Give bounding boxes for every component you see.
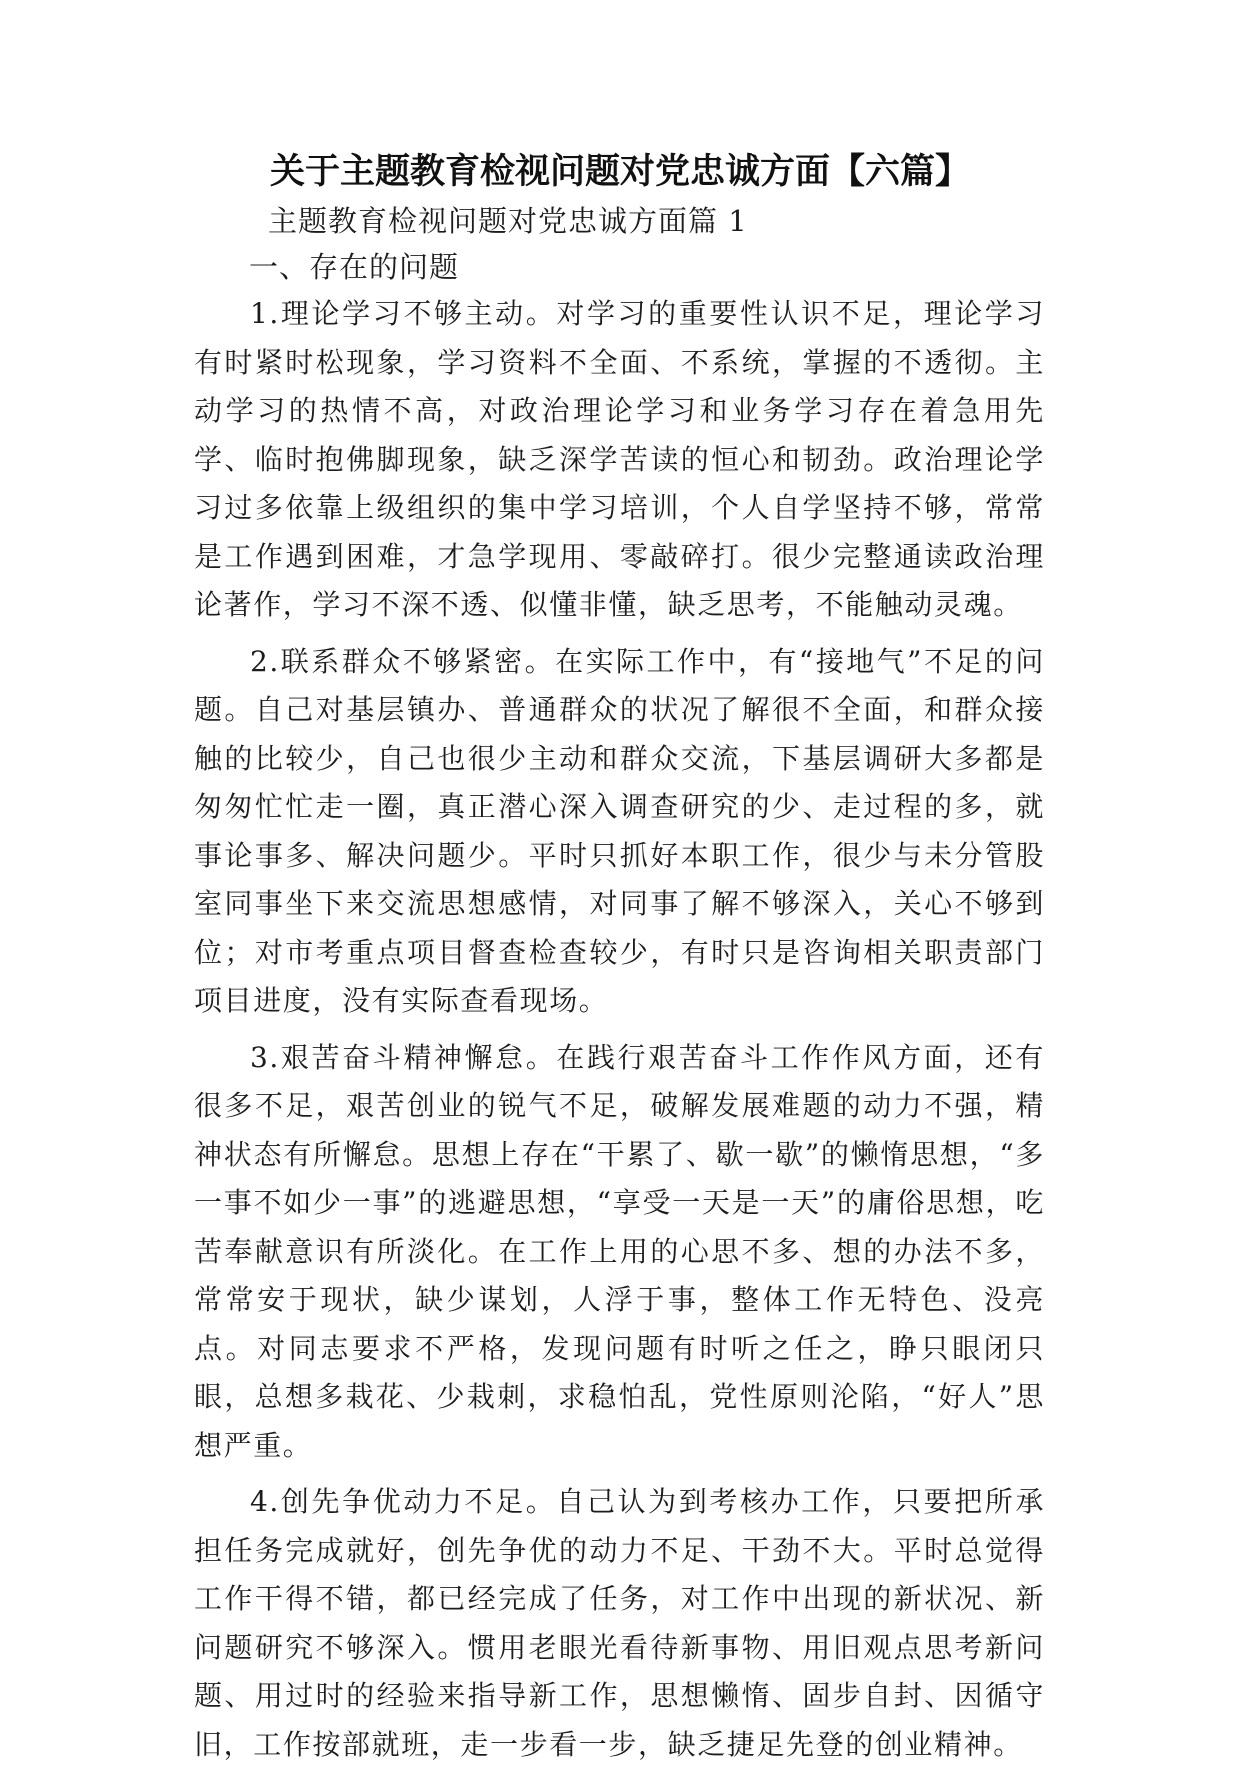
paragraph-3: 3.艰苦奋斗精神懈怠。在践行艰苦奋斗工作作风方面，还有很多不足，艰苦创业的锐气不足，破解发展难题的动力不强，精神状态有所懈怠。思想上存在“干累了、歇一歇”的懒惰思想，“多一事不如少一事”的逃避思想，“享受一天是一天”的庸俗思想，吃苦奉献意识有所淡化。在工作上用的心思不多、想的办法不多，常常安于现状，缺少谋划，人浮于事，整体工作无特色、没亮点。对同志要求不严格，发现问题有时听之任之，睁只眼闭只眼，总想多栽花、少栽刺，求稳怕乱，党性原则沦陷，“好人”思想严重。 <box>194 1040 1045 1462</box>
document-title: 关于主题教育检视问题对党忠诚方面【六篇】 <box>269 152 970 192</box>
document-body <box>194 290 1045 1777</box>
paragraph-4: 4.创先争优动力不足。自己认为到考核办工作，只要把所承担任务完成就好，创先争优的动力不足、干劲不大。平时总觉得工作干得不错，都已经完成了任务，对工作中出现的新状况、新问题研究不够深入。惯用老眼光看待新事物、用旧观点思考新问题、用过时的经验来指导新工作，思想懒惰、固步自封、因循守旧，工作按部就班，走一步看一步，缺乏捷足先登的创业精神。 <box>194 1485 1045 1761</box>
section-heading: 一、存在的问题 <box>249 250 460 284</box>
article-subtitle: 主题教育检视问题对党忠诚方面篇 1 <box>268 204 748 238</box>
paragraph-1: 1.理论学习不够主动。对学习的重要性认识不足，理论学习有时紧时松现象，学习资料不全面、不系统，掌握的不透彻。主动学习的热情不高，对政治理论学习和业务学习存在着急用先学、临时抱佛脚现象，缺乏深学苦读的恒心和韧劲。政治理论学习过多依靠上级组织的集中学习培训，个人自学坚持不够，常常是工作遇到困难，才急学现用、零敲碎打。很少完整通读政治理论著作，学习不深不透、似懂非懂，缺乏思考，不能触动灵魂。 <box>194 297 1045 621</box>
paragraph-2: 2.联系群众不够紧密。在实际工作中，有“接地气”不足的问题。自己对基层镇办、普通群众的状况了解很不全面，和群众接触的比较少，自己也很少主动和群众交流，下基层调研大多都是匆匆忙忙走一圈，真正潜心深入调查研究的少、走过程的多，就事论事多、解决问题少。平时只抓好本职工作，很少与未分管股室同事坐下来交流思想感情，对同事了解不够深入，关心不够到位；对市考重点项目督查检查较少，有时只是咨询相关职责部门项目进度，没有实际查看现场。 <box>194 644 1045 1017</box>
